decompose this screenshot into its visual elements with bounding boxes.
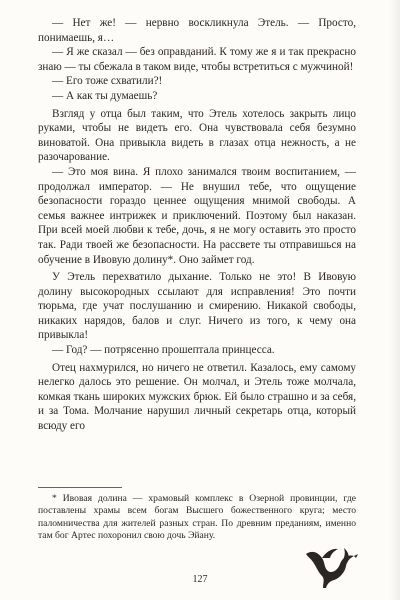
- page-number: 127: [192, 574, 208, 585]
- paragraph: У Этель перехватило дыхание. Только не это! В Ивовую долину высокородных ссылают для исправления! Это почти тюрьма, где учат послушанию и смирению. Никакой свободы, никаких нарядов, балов и слуг. Ничего из того, к чему она привыкла!: [38, 271, 356, 342]
- footnote-divider: [38, 487, 122, 488]
- footnote: [38, 493, 356, 543]
- paragraph: — Я же сказал — без оправданий. К тому же я и так прекрасно знаю — ты сбежала в таком виде, чтобы встретиться с мужчиной!: [38, 46, 356, 73]
- page-edge-shadow: [390, 0, 400, 600]
- paragraph: — А как ты думаешь?: [52, 89, 158, 102]
- paragraph: — Год? — потрясенно прошептала принцесса.: [52, 344, 275, 357]
- paragraph: Взгляд у отца был таким, что Этель хотелось закрыть лицо руками, чтобы не видеть его. Она чувствовала себя безумно виноватой. Она привыкла видеть в глазах отца нежность, а не разочарование.: [38, 107, 356, 164]
- paragraph: — Его тоже схватили?!: [52, 75, 163, 88]
- paragraph: — Нет же! — нервно воскликнула Этель. — Просто, понимаешь, я…: [38, 17, 356, 44]
- paragraph: — Это моя вина. Я плохо занимался твоим воспитанием, — продолжал император. — Не внушил тебе, что ощущение безопасности гораздо ценнее ощущения мнимой свободы. А семья важнее интрижек и приключений. Поэтому был наказан. При всей моей любви к тебе, дочь, я не могу оставить это просто так. Ради твоей же безопасности. На рассвете ты отправишься на обучение в Ивовую долину*. Оно займет год.: [38, 165, 356, 266]
- paragraph: Отец нахмурился, но ничего не ответил. Казалось, ему самому нелегко далось это решение. Он молчал, и Этель тоже молчала, комкая ткань широких мужских брюк. Ей было страшно и за себя, и за Тома. Молчание нарушил личный секретарь отца, который всюду его: [38, 361, 356, 433]
- footnote-text: * Ивовая долина — храмовый комплекс в Озерной провинции, где поставлены храмы всем богам Высшего божественного круга; место паломничества для жителей разных стран. По древним преданиям, именно там бог Артес похоронил свою дочь Эйану.: [38, 493, 356, 542]
- body-text: [38, 16, 356, 434]
